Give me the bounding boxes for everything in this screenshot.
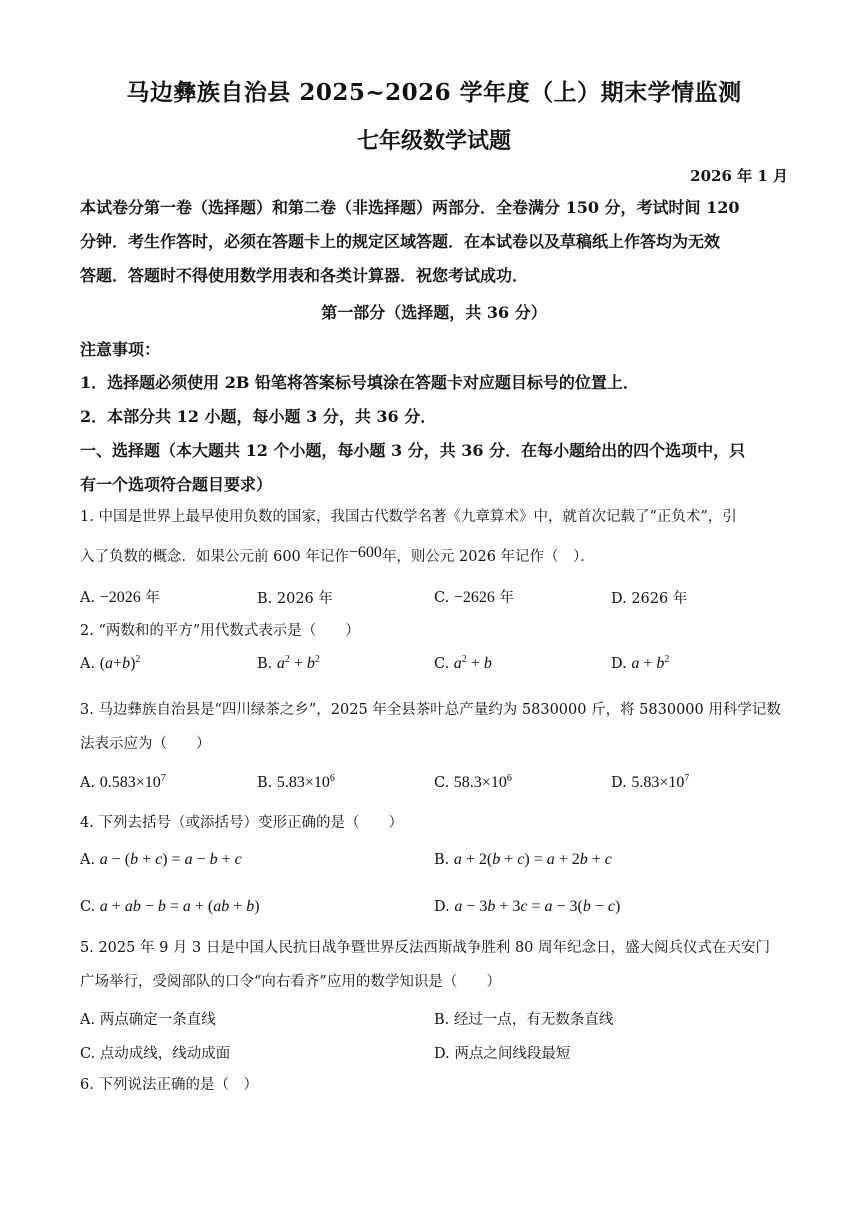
option-expression: $a + b^2$ [631,654,670,672]
option-expression: $a^2 + b^2$ [276,654,320,672]
question-4-option-d [434,898,620,916]
question-5-line-1: 5. 2025 年 9 月 3 日是中国人民抗日战争暨世界反法西斯战争胜利 80 周年纪念日，盛大阅兵仪式在天安门 [80,940,771,956]
option-label: A. [80,852,96,868]
option-label: C. [434,590,450,606]
exponent: 6 [506,773,512,784]
option-expression: $(a+b)^2$ [99,654,141,672]
part-one-title: 第一部分（选择题，共 36 分） [321,303,547,322]
question-4-option-c [80,898,260,916]
option-expression: a − (b + c) = a − b + c [99,851,242,868]
question-5-option-d: D. 两点之间线段最短 [434,1046,571,1062]
option-unit: 年 [499,590,514,606]
question-5-option-a: A. 两点确定一条直线 [80,1012,216,1028]
option-label: A. [80,775,96,791]
question-1-option-c [434,586,514,607]
question-5-option-c: C. 点动成线，线动成面 [80,1046,231,1062]
option-expression: a + ab − b = a + (ab + b) [99,898,260,915]
notice-item-2: 2．本部分共 12 小题，每小题 3 分，共 36 分． [80,407,437,426]
question-4-option-a [80,851,242,869]
option-label: D. [611,656,627,672]
option-label: D. [434,899,450,915]
option-expression: a + 2(b + c) = a + 2b + c [453,851,612,868]
section-heading-line-1: 一、选择题（本大题共 12 个小题，每小题 3 分，共 36 分．在每小题给出的四个选项中，只 [80,441,746,460]
question-2-stem: 2. “两数和的平方”用代数式表示是（ ） [80,623,360,639]
option-label: A. [80,656,96,672]
exponent: 6 [329,773,335,784]
option-expression [100,774,166,791]
question-4-option-b [434,851,612,869]
option-expression: a − 3b + 3c = a − 3(b − c) [454,898,621,915]
question-2-option-a [80,655,140,673]
option-value: −2026 [99,589,141,606]
option-label: B. [434,852,450,868]
coefficient: 58.3×10 [453,774,507,791]
question-1-line-2-a: 入了负数的概念．如果公元前 600 年记作 [80,549,349,565]
option-label: B. [257,775,273,791]
question-3-line-2: 法表示应为（ ） [80,736,211,752]
notice-item-1: 1．选择题必须使用 2B 铅笔将答案标号填涂在答题卡对应题目标号的位置上． [80,373,639,392]
option-label: C. [80,899,96,915]
question-2-option-b [257,655,320,673]
question-1-line-2-b: 年，则公元 2026 年记作（ ）． [381,549,595,565]
exam-subtitle: 七年级数学试题 [356,128,511,154]
exponent: 7 [684,773,690,784]
question-3-option-b [257,774,335,792]
question-1-line-2 [80,544,595,567]
question-1-option-b: B. 2026 年 [257,591,333,607]
question-3-option-d [611,774,689,792]
option-value: −2626 [453,589,495,606]
exam-date: 2026 年 1 月 [690,167,788,185]
question-3-option-c [434,774,512,792]
intro-line-1: 本试卷分第一卷（选择题）和第二卷（非选择题）两部分．全卷满分 150 分，考试时间 120 [80,198,740,217]
option-label: C. [434,656,450,672]
exam-title: 马边彝族自治县 2025~2026 学年度（上）期末学情监测 [126,79,742,106]
question-1-option-d: D. 2626 年 [611,591,688,607]
question-1-value: −600 [348,544,382,561]
option-expression [454,774,512,791]
coefficient: 0.583×10 [99,774,161,791]
option-unit: 年 [145,590,160,606]
question-5-line-2: 广场举行，受阅部队的口令“向右看齐”应用的数学知识是（ ） [80,974,501,990]
coefficient: 5.83×10 [276,774,330,791]
option-label: C. [434,775,450,791]
option-label: B. [257,656,273,672]
question-2-option-d [611,655,669,673]
intro-line-3: 答题．答题时不得使用数学用表和各类计算器．祝您考试成功． [80,266,529,285]
option-expression [631,774,689,791]
question-4-stem: 4. 下列去括号（或添括号）变形正确的是（ ） [80,815,403,831]
question-1-line-1: 1. 中国是世界上最早使用负数的国家，我国古代数学名著《九章算术》中，就首次记载了“正负术”，引 [80,509,737,525]
question-3-option-a [80,774,166,792]
notice-label: 注意事项： [80,340,161,359]
question-3-line-1: 3. 马边彝族自治县是“四川绿茶之乡”，2025 年全县茶叶总产量约为 5830000 斤，将 5830000 用科学记数 [80,702,781,718]
question-6-stem: 6. 下列说法正确的是（ ） [80,1077,258,1093]
option-expression: $a^2 + b$ [453,654,492,672]
question-2-option-c [434,655,492,673]
option-label: D. [611,775,627,791]
section-heading-line-2: 有一个选项符合题目要求） [80,475,273,494]
question-1-option-a [80,586,160,607]
option-expression [277,774,335,791]
coefficient: 5.83×10 [631,774,685,791]
exponent: 7 [160,773,166,784]
option-label: A. [80,590,96,606]
intro-line-2: 分钟．考生作答时，必须在答题卡上的规定区域答题．在本试卷以及草稿纸上作答均为无效 [80,232,721,251]
question-5-option-b: B. 经过一点，有无数条直线 [434,1012,614,1028]
